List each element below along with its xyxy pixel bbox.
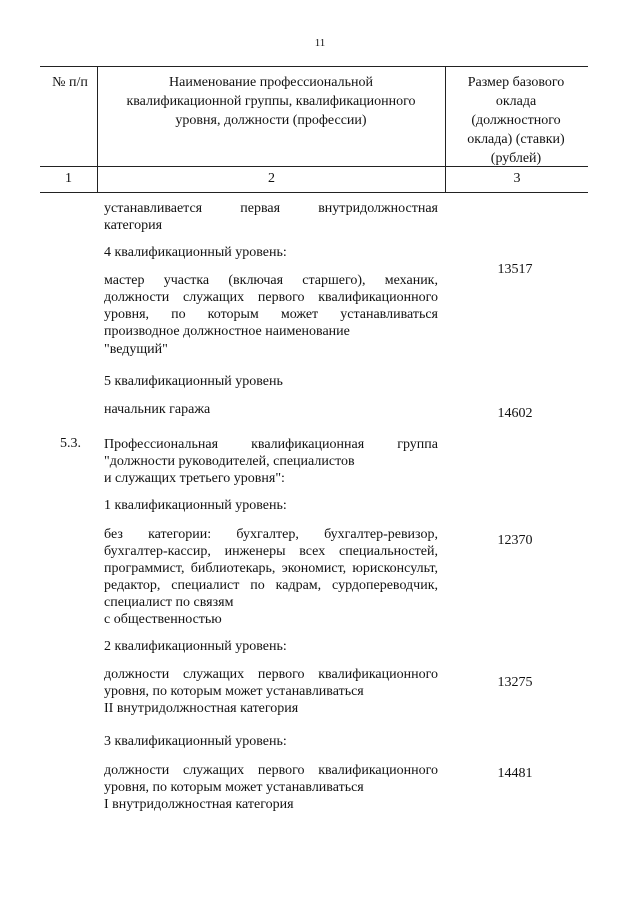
level-3-description-end: I внутридолжностная категория <box>104 797 294 812</box>
group-code: 5.3. <box>60 436 81 451</box>
level-4-heading: 4 квалификационный уровень: <box>104 245 287 260</box>
level-4-description: мастер участка (включая старшего), механик, должности служащих первого квалификационного уровня, по которым может устанавливаться производное должностное наименование <box>104 273 438 339</box>
level-4-description-end: "ведущий" <box>104 342 168 357</box>
level-1-salary: 12370 <box>497 533 533 548</box>
level-2-heading: 2 квалификационный уровень: <box>104 639 287 654</box>
level-2-description-end: II внутридолжностная категория <box>104 701 299 716</box>
level-1-heading: 1 квалификационный уровень: <box>104 498 287 513</box>
col-number-3: 3 <box>513 171 521 186</box>
level-4-salary: 13517 <box>497 262 533 277</box>
level-1-description-end: с общественностью <box>104 612 222 627</box>
col-number-2: 2 <box>268 171 275 186</box>
col-number-1: 1 <box>65 171 72 186</box>
table-top-border <box>40 66 588 67</box>
group-title: Профессиональная квалификационная группа "должности руководителей, специалистов <box>104 437 438 469</box>
level-3-salary: 14481 <box>497 766 533 781</box>
level-1-description: без категории: бухгалтер, бухгалтер-ревизор, бухгалтер-кассир, инженеры всех специальностей, программист, библиотекарь, экономист, юрисконсульт, редактор, специалист по кадрам, сурдопереводчик, специалист по связям <box>104 527 438 610</box>
header-col-name: Наименование профессиональной квалификационной группы, квалификационного уровня, должности (профессии) <box>126 75 416 128</box>
group-title-end: и служащих третьего уровня": <box>104 471 285 486</box>
level-3-description: должности служащих первого квалификационного уровня, по которым может устанавливаться <box>104 763 438 795</box>
row-continuation-line: устанавливается первая внутридолжностная <box>104 201 438 216</box>
numbers-row-bottom-border <box>40 192 588 193</box>
level-5-heading: 5 квалификационный уровень <box>104 374 283 389</box>
level-2-salary: 13275 <box>497 675 533 690</box>
level-5-description: начальник гаража <box>104 402 211 417</box>
level-5-salary: 14602 <box>497 406 533 421</box>
header-col-salary: Размер базового оклада (должностного оклада) (ставки) (рублей) <box>467 75 565 166</box>
page-number: 11 <box>314 37 326 49</box>
header-col-number: № п/п <box>52 75 88 90</box>
level-2-description: должности служащих первого квалификационного уровня, по которым может устанавливаться <box>104 667 438 699</box>
row-continuation-line2: категория <box>104 218 163 233</box>
level-3-heading: 3 квалификационный уровень: <box>104 734 287 749</box>
